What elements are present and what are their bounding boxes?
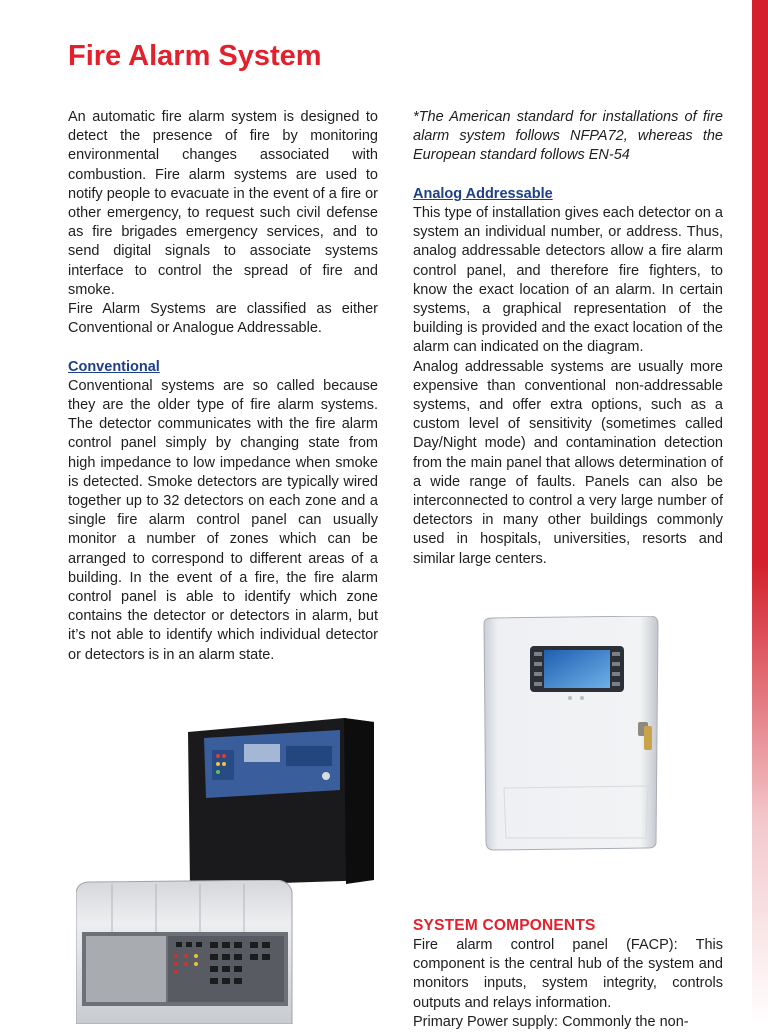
left-column xyxy=(68,108,378,665)
components-section xyxy=(413,916,723,1032)
analog-paragraph-2: Analog addressable systems are usually more expensive than conventional non-addressable systems, and offer extra options, such as a custom level of sensitivity (sometimes called Day/Night mode) and contamination detection from the main panel that allows determination of a wide range of faults. Panels can also be interconnected to control a very large number of detectors in many other buildings commonly used in hospitals, universities, resorts and similar large centers. xyxy=(413,358,723,567)
conventional-paragraph: Conventional systems are so called because they are the older type of fire alarm systems. The detector communicates with the fire alarm control panel simply by changing state from high impedance to low impedance when smoke is detected. Smoke detectors are typically wired together up to 32 detectors on each zone and a single fire alarm control panel can usually monitor a number of zones which can be arranged to correspond to different areas of a building. In the event of a fire, the fire alarm control panel is able to identify which zone contains the detector or detectors in alarm, but it’s not able to identify which individual detector or detectors is in an alarm state. xyxy=(68,377,378,663)
right-column xyxy=(413,108,723,569)
red-side-bar xyxy=(752,0,768,1024)
conventional-facp-black-photo xyxy=(184,716,376,888)
conventional-heading: Conventional xyxy=(68,358,160,375)
components-paragraph-2: Primary Power supply: Commonly the non- xyxy=(413,1013,689,1030)
addressable-facp-white-photo xyxy=(478,616,662,852)
conventional-facp-grey-photo xyxy=(76,880,296,1024)
standards-note: *The American standard for installations of fire alarm system follows NFPA72, whereas the European standard follows EN-54 xyxy=(413,109,723,164)
intro-paragraph: An automatic fire alarm system is designed to detect the presence of fire by monitoring environmental changes associated with combustion. Fire alarm systems are used to notify people to evacuate in the event of a fire or other emergency, to request such civil defense as fire brigades emergency services, and to send digital signals to associate systems interface to control the spread of fire and smoke. xyxy=(68,109,378,298)
analog-heading: Analog Addressable xyxy=(413,185,553,202)
page-title: Fire Alarm System xyxy=(68,40,322,72)
classified-paragraph: Fire Alarm Systems are classified as either Conventional or Analogue Addressable. xyxy=(68,301,378,337)
analog-paragraph-1: This type of installation gives each detector on a system an individual number, or address. Thus, analog addressable detectors allow a fire alarm control panel, and therefore fire fighters, to know the exact location of an alarm. In certain systems, a graphical representation of the building is provided and the exact location of the alarm can indicated on the diagram. xyxy=(413,205,723,356)
components-paragraph: Fire alarm control panel (FACP): This component is the central hub of the system and monitors inputs, system integrity, controls outputs and relays information. xyxy=(413,937,723,1011)
components-heading: SYSTEM COMPONENTS xyxy=(413,917,596,934)
